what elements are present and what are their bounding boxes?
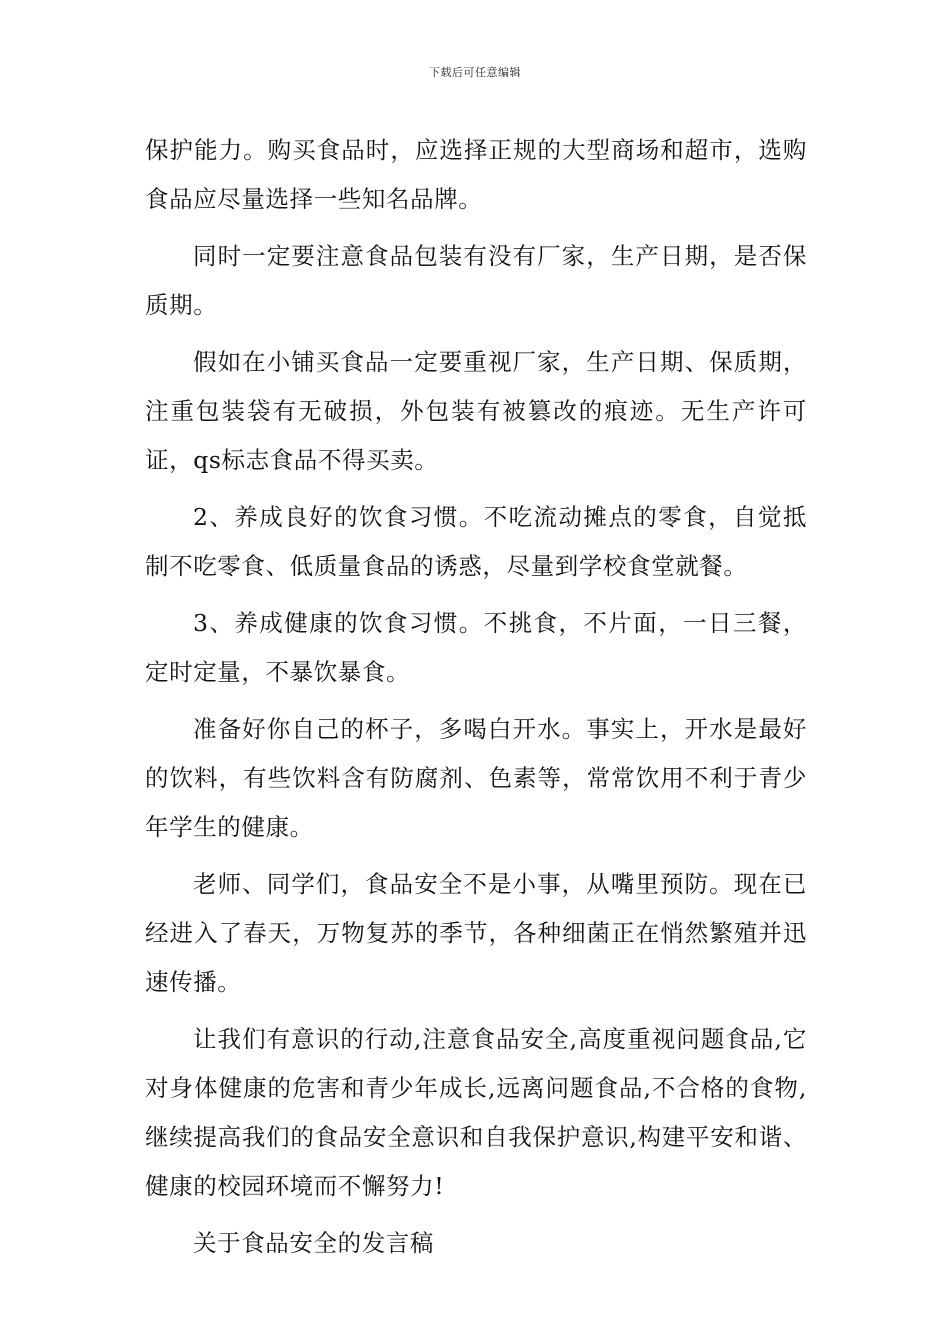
paragraph-5: 3、养成健康的饮食习惯。不挑食，不片面，一日三餐，定时定量，不暴饮暴食。 [145,609,807,686]
paragraph-3: 假如在小铺买食品一定要重视厂家，生产日期、保质期，注重包装袋有无破损，外包装有被篡改的痕迹。无生产许可证，qs标志食品不得买卖。 [145,348,807,474]
paragraph-7: 老师、同学们，食品安全不是小事，从嘴里预防。现在已经进入了春天，万物复苏的季节，各种细菌正在悄然繁殖并迅速传播。 [145,870,807,996]
paragraph-4: 2、养成良好的饮食习惯。不吃流动摊点的零食，自觉抵制不吃零食、低质量食品的诱惑，尽量到学校食堂就餐。 [145,503,807,580]
document-body [145,126,807,1268]
page-header: 下载后可任意编辑 [429,66,521,79]
paragraph-8: 让我们有意识的行动,注意食品安全,高度重视问题食品,它对身体健康的危害和青少年成长,远离问题食品,不合格的食物,继续提高我们的食品安全意识和自我保护意识,构建平安和谐、健康的校园环境而不懈努力! [145,1025,807,1200]
paragraph-1: 保护能力。购买食品时，应选择正规的大型商场和超市，选购食品应尽量选择一些知名品牌。 [145,136,807,213]
paragraph-6: 准备好你自己的杯子，多喝白开水。事实上，开水是最好的饮料，有些饮料含有防腐剂、色素等，常常饮用不利于青少年学生的健康。 [145,715,807,841]
paragraph-9: 关于食品安全的发言稿 [193,1229,434,1257]
paragraph-2: 同时一定要注意食品包装有没有厂家，生产日期，是否保质期。 [145,242,807,319]
